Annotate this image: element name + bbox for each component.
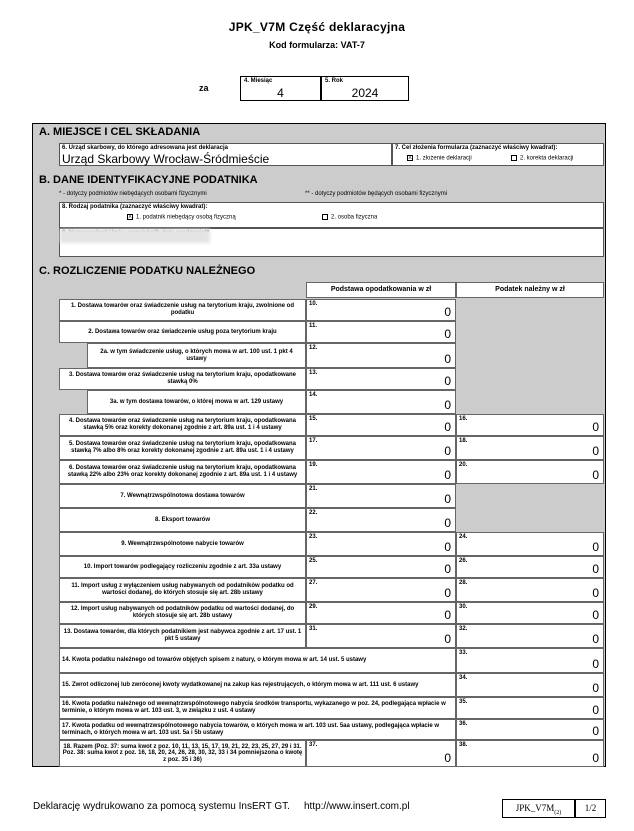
tax-office-field[interactable] bbox=[59, 143, 392, 166]
tax-base-cell[interactable] bbox=[306, 460, 456, 484]
field-value: 0 bbox=[444, 632, 451, 646]
row-label: 10. Import towarów podlegający rozliczeniu zgodnie z art. 33a ustawy bbox=[59, 556, 306, 578]
field-number: 11. bbox=[309, 323, 318, 329]
tax-base-cell[interactable] bbox=[306, 436, 456, 460]
checkbox-person[interactable] bbox=[322, 214, 328, 220]
row-label: 7. Wewnątrzwspólnotowa dostawa towarów bbox=[59, 484, 306, 508]
field-value: 0 bbox=[592, 632, 599, 646]
tax-base-cell[interactable] bbox=[306, 578, 456, 602]
field-number: 38. bbox=[459, 742, 468, 748]
field-value: 0 bbox=[592, 420, 599, 434]
field-number: 32. bbox=[459, 626, 468, 632]
form-code: Kod formularza: VAT-7 bbox=[269, 40, 365, 50]
field-number: 31. bbox=[309, 626, 318, 632]
row-label: 6. Dostawa towarów oraz świadczenie usług na terytorium kraju, opodatkowana stawką 22% albo 23% oraz korekty dokonanej zgodnie z art. 89a ust. 1 i 4 ustawy bbox=[59, 460, 306, 484]
checkbox-submit[interactable]: X bbox=[408, 155, 412, 161]
field-number: 33. bbox=[459, 650, 468, 656]
row-label: 16. Kwota podatku należnego od wewnątrzwspólnotowego nabycia środków transportu, wykazanego w poz. 24, podlegająca wpłacie w terminie, o którym mowa w art. 103 ust. 3, w związku z ust. 4 ustawy bbox=[59, 697, 456, 719]
tax-base-cell[interactable] bbox=[306, 508, 456, 532]
field-number: 14. bbox=[309, 392, 318, 398]
footer-form-code: $JPK\_V7M_{(2)}$ bbox=[502, 799, 575, 818]
declaration-form bbox=[32, 123, 606, 767]
tax-due-cell[interactable] bbox=[456, 719, 604, 740]
tax-base-cell[interactable] bbox=[306, 556, 456, 578]
tax-due-cell[interactable] bbox=[456, 624, 604, 648]
month-label: 4. Miesiąc bbox=[244, 78, 273, 84]
row-label: 17. Kwota podatku od wewnątrzwspólnotowego nabycia towarów, o których mowa w art. 103 ust. 5aa ustawy, podlegająca wpłacie w terminach, o których mowa w art. 103 ust. 5a i 5b ustawy bbox=[59, 719, 456, 740]
redaction-blur bbox=[60, 229, 210, 243]
field-number: 30. bbox=[459, 604, 468, 610]
tax-due-cell[interactable] bbox=[456, 414, 604, 436]
row-label: 18. Razem (Poz. 37: suma kwot z poz. 10, 11, 13, 15, 17, 19, 21, 22, 23, 25, 27, 29 i 31. Poz. 38: suma kwot z poz. 16, 18, 20, 24, 26, 28, 30, 32, 33 i 34 pomniejszona o kwotę z poz. 35 i 36) bbox=[59, 740, 306, 767]
row-label: 12. Import usług nabywanych od podatników podatku od wartości dodanej, do których stosuje się art. 28b ustawy bbox=[59, 602, 306, 624]
field-value: 0 bbox=[444, 305, 451, 319]
tax-base-cell[interactable] bbox=[306, 532, 456, 556]
tax-due-cell[interactable] bbox=[456, 602, 604, 624]
checkbox-company[interactable]: X bbox=[128, 214, 132, 220]
taxpayer-name-field[interactable] bbox=[59, 228, 604, 257]
purpose-field bbox=[392, 143, 604, 166]
field-value: 0 bbox=[592, 562, 599, 576]
field-number: 15. bbox=[309, 416, 318, 422]
tax-base-cell[interactable] bbox=[306, 299, 456, 321]
tax-base-cell[interactable] bbox=[306, 414, 456, 436]
checkbox-correction[interactable] bbox=[511, 155, 517, 161]
field-number: 24. bbox=[459, 534, 468, 540]
row-label: 5. Dostawa towarów oraz świadczenie usług na terytorium kraju, opodatkowana stawką 7% albo 8% oraz korekty dokonanej zgodnie z art. 89a ust. 1 i 4 ustawy bbox=[59, 436, 306, 460]
tax-base-cell[interactable] bbox=[306, 602, 456, 624]
taxpayer-type-field bbox=[59, 202, 604, 228]
tax-due-cell[interactable] bbox=[456, 578, 604, 602]
field-value: 0 bbox=[592, 444, 599, 458]
field-value: 0 bbox=[444, 420, 451, 434]
field-value: 0 bbox=[592, 681, 599, 695]
footer-text bbox=[33, 801, 410, 812]
column-tax-due: Podatek należny w zł bbox=[456, 282, 604, 298]
field-number: 12. bbox=[309, 345, 318, 351]
field-number: 16. bbox=[459, 416, 468, 422]
field-value: 0 bbox=[444, 516, 451, 530]
field-number: 34. bbox=[459, 675, 468, 681]
tax-due-cell[interactable] bbox=[456, 556, 604, 578]
field-value: 0 bbox=[592, 724, 599, 738]
column-tax-base: Podstawa opodatkowania w zł bbox=[306, 282, 456, 298]
field-value: 0 bbox=[444, 751, 451, 765]
field-value: 0 bbox=[592, 468, 599, 482]
footer-link[interactable]: http://www.insert.com.pl bbox=[303, 801, 410, 812]
field-value: 0 bbox=[592, 540, 599, 554]
field-value: 0 bbox=[592, 586, 599, 600]
tax-office-label: 6. Urząd skarbowy, do którego adresowana jest deklaracja bbox=[62, 145, 228, 151]
field-value: 0 bbox=[444, 398, 451, 412]
field-value: 0 bbox=[444, 492, 451, 506]
purpose-option-correction[interactable]: 2. korekta deklaracji bbox=[511, 155, 573, 162]
taxpayer-type-company[interactable]: X 1. podatnik niebędący osobą fizyczną bbox=[128, 214, 236, 221]
purpose-label: 7. Cel złożenia formularza (zaznaczyć właściwy kwadrat): bbox=[395, 145, 558, 151]
tax-base-cell[interactable] bbox=[306, 740, 456, 767]
tax-due-cell[interactable] bbox=[456, 532, 604, 556]
field-value: 0 bbox=[592, 657, 599, 671]
field-number: 18. bbox=[459, 438, 468, 444]
field-number: 25. bbox=[309, 558, 318, 564]
field-number: 28. bbox=[459, 580, 468, 586]
field-value: 0 bbox=[444, 468, 451, 482]
row-label: 13. Dostawa towarów, dla których podatnikiem jest nabywca zgodnie z art. 17 ust. 1 pkt 5 ustawy bbox=[59, 624, 306, 648]
field-value: 0 bbox=[444, 608, 451, 622]
field-number: 22. bbox=[309, 510, 318, 516]
field-value: 0 bbox=[444, 562, 451, 576]
field-value: 0 bbox=[592, 703, 599, 717]
field-value: 0 bbox=[444, 444, 451, 458]
note-natural: ** - dotyczy podmiotów będących osobami fizycznymi bbox=[305, 191, 448, 197]
page-title: JPK_V7M Część deklaracyjna bbox=[228, 20, 406, 34]
tax-due-cell[interactable] bbox=[456, 436, 604, 460]
month-field[interactable] bbox=[240, 76, 321, 101]
row-label: 2. Dostawa towarów oraz świadczenie usług poza terytorium kraju bbox=[59, 321, 306, 343]
field-number: 10. bbox=[309, 301, 318, 307]
purpose-option-submit[interactable]: X 1. złożenie deklaracji bbox=[408, 155, 472, 162]
tax-due-cell[interactable] bbox=[456, 697, 604, 719]
field-number: 27. bbox=[309, 580, 318, 586]
section-b-title: B. DANE IDENTYFIKACYJNE PODATNIKA bbox=[39, 174, 258, 186]
field-value: 0 bbox=[444, 540, 451, 554]
tax-base-cell[interactable] bbox=[306, 484, 456, 508]
field-number: 13. bbox=[309, 370, 318, 376]
row-label: 11. Import usług z wyłączeniem usług nabywanych od podatników podatku od wartości dodanej, do których stosuje się art. 28b ustawy bbox=[59, 578, 306, 602]
tax-base-cell[interactable] bbox=[306, 368, 456, 390]
year-value: 2024 bbox=[351, 86, 379, 100]
taxpayer-type-person[interactable]: 2. osoba fizyczna bbox=[322, 214, 377, 221]
tax-base-cell[interactable] bbox=[306, 343, 456, 368]
field-value: 0 bbox=[592, 751, 599, 765]
field-number: 35. bbox=[459, 699, 468, 705]
field-value: 0 bbox=[444, 352, 451, 366]
row-label: 15. Zwrot odliczonej lub zwróconej kwoty wydatkowanej na zakup kas rejestrujących, o którym mowa w art. 111 ust. 6 ustawy bbox=[59, 673, 456, 697]
row-label: 14. Kwota podatku należnego od towarów objętych spisem z natury, o którym mowa w art. 14 ust. 5 ustawy bbox=[59, 648, 456, 673]
note-non-natural: * - dotyczy podmiotów niebędących osobami fizycznymi bbox=[59, 191, 207, 197]
field-number: 23. bbox=[309, 534, 318, 540]
footer-printed: Deklarację wydrukowano za pomocą systemu InsERT GT. bbox=[33, 801, 290, 812]
field-number: 36. bbox=[459, 721, 468, 727]
period-prefix: za bbox=[199, 83, 209, 93]
field-number: 17. bbox=[309, 438, 318, 444]
row-label: 2a. w tym świadczenie usług, o których mowa w art. 100 ust. 1 pkt 4 ustawy bbox=[87, 343, 306, 368]
row-label: 3a. w tym dostawa towarów, o której mowa w art. 129 ustawy bbox=[87, 390, 306, 414]
tax-base-cell[interactable] bbox=[306, 390, 456, 414]
field-number: 37. bbox=[309, 742, 318, 748]
footer-page: 1/2 bbox=[575, 799, 606, 818]
field-number: 19. bbox=[309, 462, 318, 468]
year-field[interactable] bbox=[321, 76, 409, 101]
tax-due-cell[interactable] bbox=[456, 460, 604, 484]
row-label: 8. Eksport towarów bbox=[59, 508, 306, 532]
tax-base-cell[interactable] bbox=[306, 624, 456, 648]
tax-due-cell[interactable] bbox=[456, 673, 604, 697]
row-label: 4. Dostawa towarów oraz świadczenie usług na terytorium kraju, opodatkowana stawką 5% oraz korekty dokonanej zgodnie z art. 89a ust. 1 i 4 ustawy bbox=[59, 414, 306, 436]
row-label: 1. Dostawa towarów oraz świadczenie usług na terytorium kraju, zwolnione od podatku bbox=[59, 299, 306, 321]
month-value: 4 bbox=[277, 86, 284, 100]
row-label: 3. Dostawa towarów oraz świadczenie usług na terytorium kraju, opodatkowane stawką 0% bbox=[59, 368, 306, 390]
field-value: 0 bbox=[444, 327, 451, 341]
tax-office-value: Urząd Skarbowy Wrocław-Śródmieście bbox=[62, 152, 270, 166]
tax-base-cell[interactable] bbox=[306, 321, 456, 343]
section-a-title: A. MIEJSCE I CEL SKŁADANIA bbox=[39, 126, 201, 138]
tax-due-cell[interactable] bbox=[456, 740, 604, 767]
field-number: 29. bbox=[309, 604, 318, 610]
row-label: 9. Wewnątrzwspólnotowe nabycie towarów bbox=[59, 532, 306, 556]
field-number: 26. bbox=[459, 558, 468, 564]
field-number: 21. bbox=[309, 486, 318, 492]
section-c-title: C. ROZLICZENIE PODATKU NALEŻNEGO bbox=[39, 265, 256, 277]
year-label: 5. Rok bbox=[325, 78, 344, 84]
taxpayer-type-label: 8. Rodzaj podatnika (zaznaczyć właściwy kwadrat): bbox=[62, 204, 208, 210]
field-value: 0 bbox=[592, 608, 599, 622]
field-value: 0 bbox=[444, 586, 451, 600]
tax-due-cell[interactable] bbox=[456, 648, 604, 673]
field-value: 0 bbox=[444, 374, 451, 388]
field-number: 20. bbox=[459, 462, 468, 468]
